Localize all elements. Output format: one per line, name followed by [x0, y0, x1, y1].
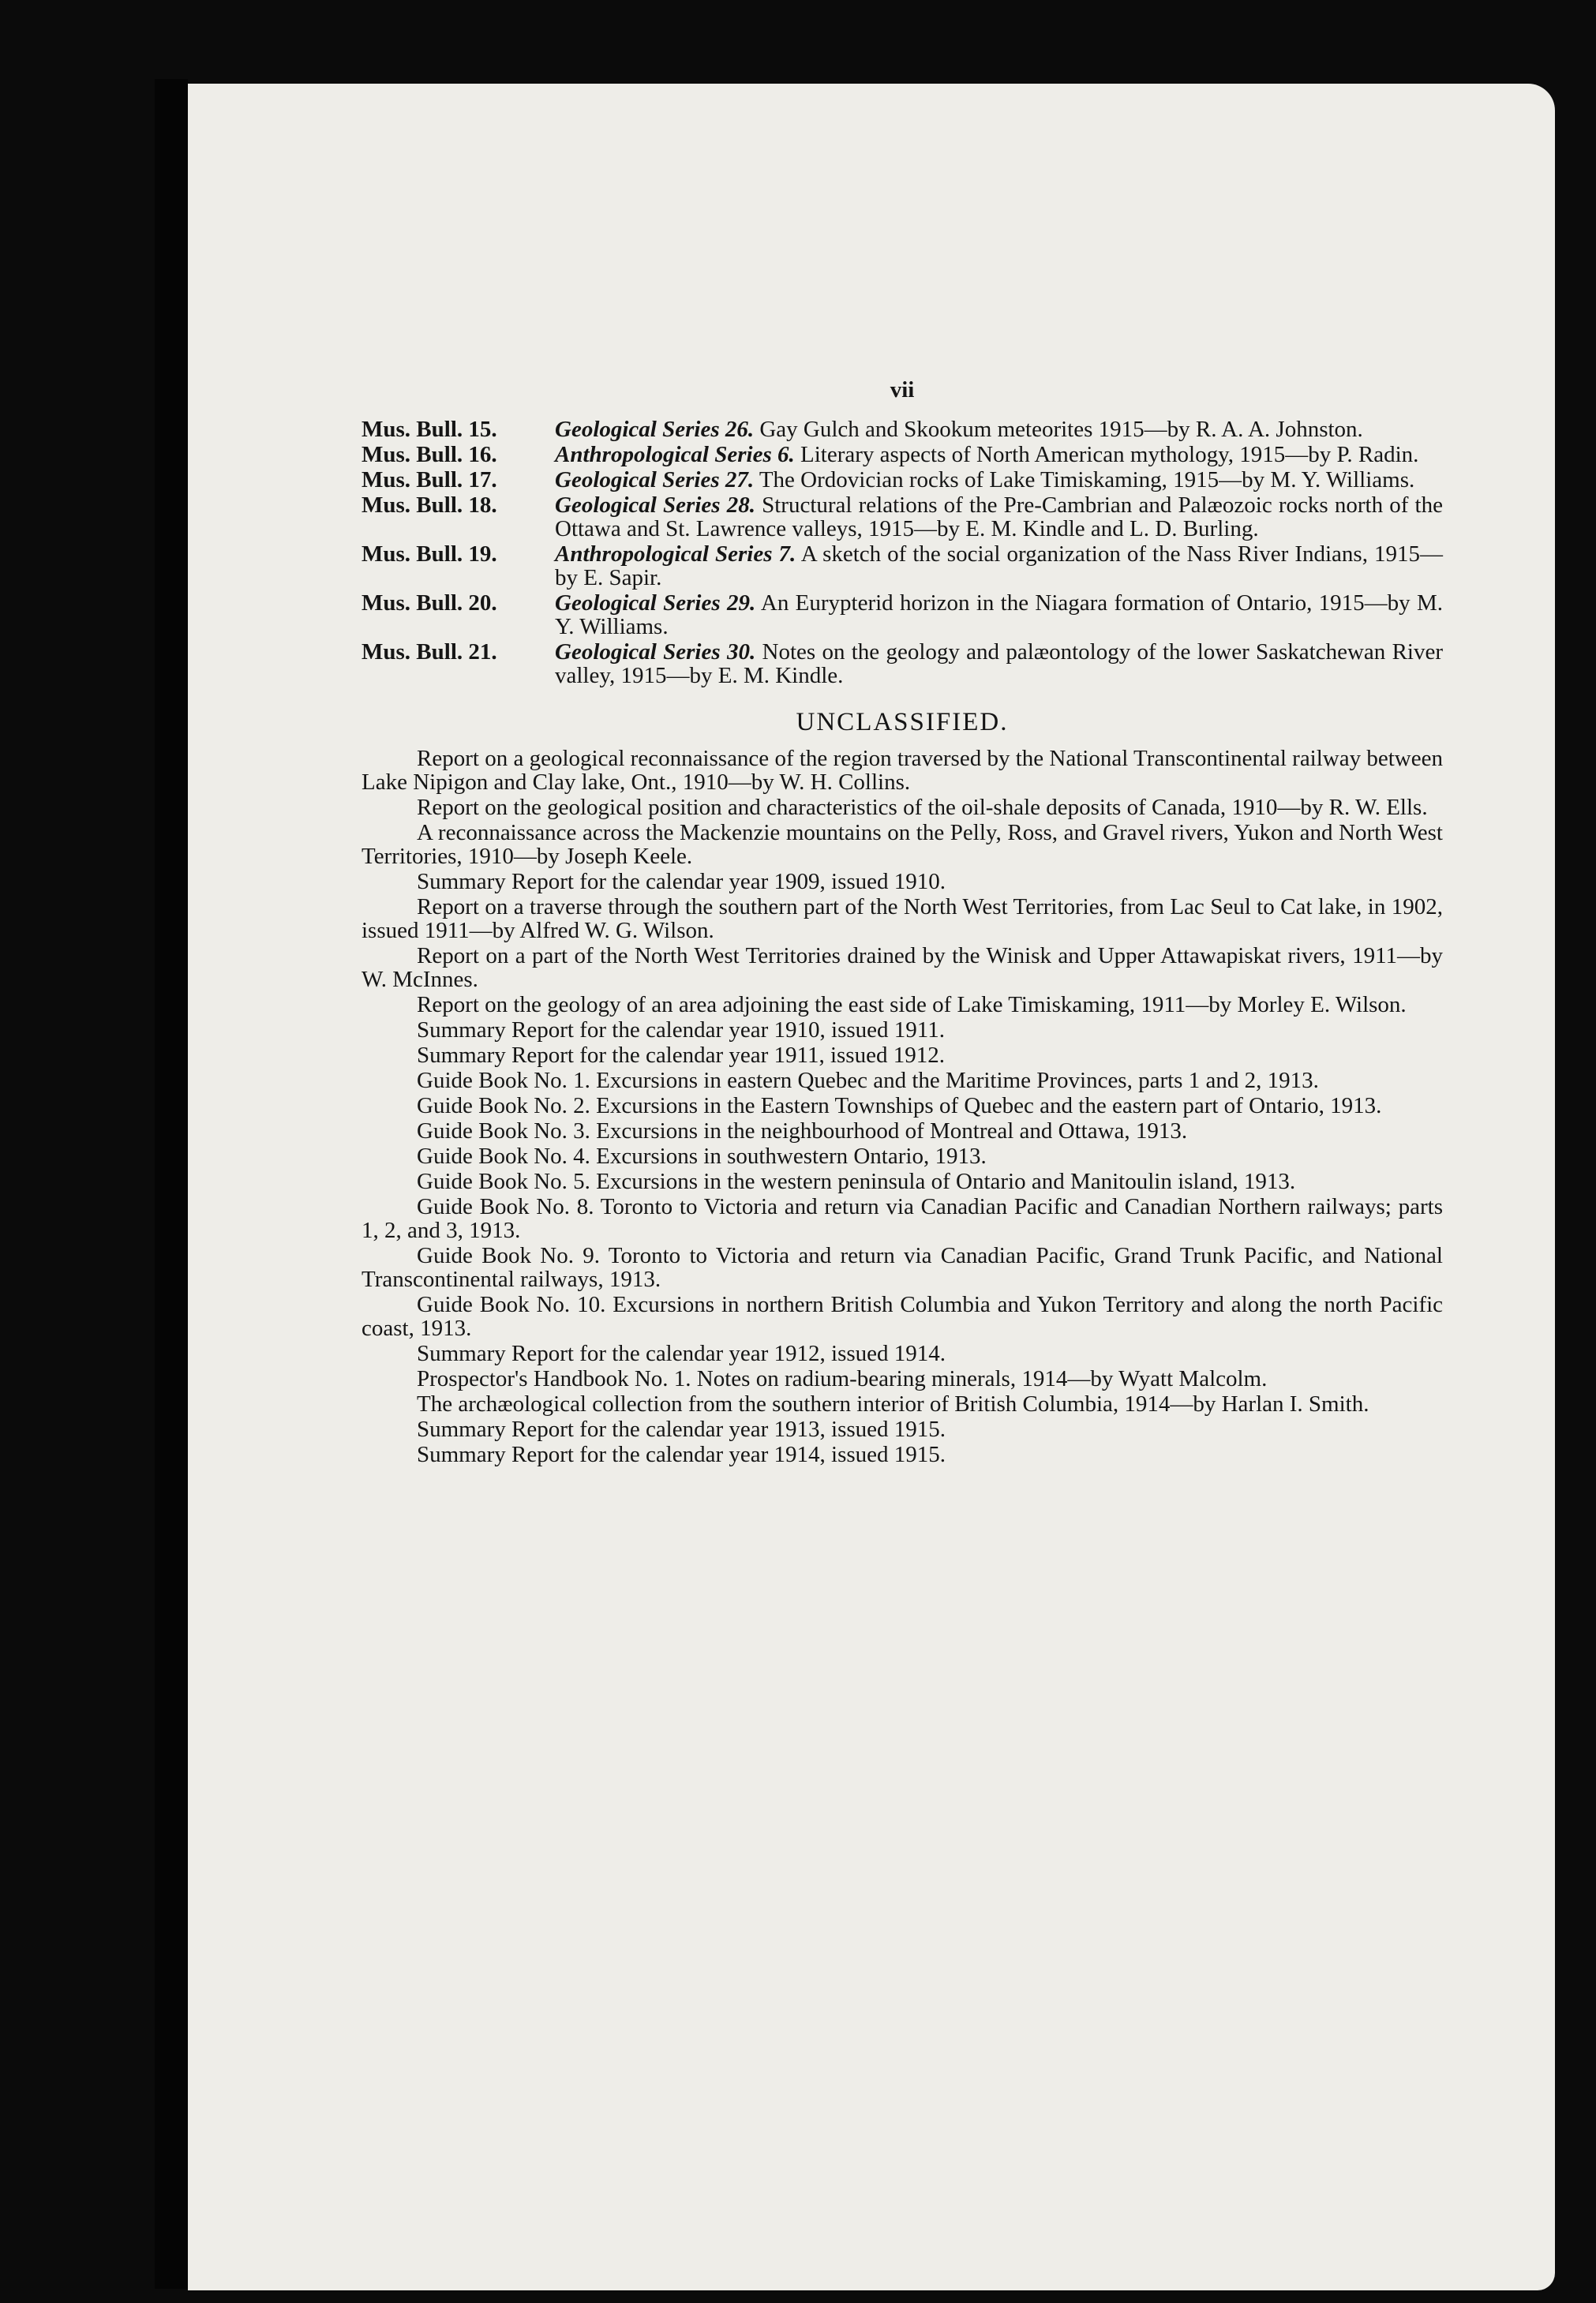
bulletin-title: An Eurypterid horizon in the Niagara formation of Ontario, 1915—by M. Y. Williams. [555, 590, 1444, 639]
bulletin-title: The Ordovician rocks of Lake Timiskaming, 1915—by M. Y. Williams. [759, 467, 1415, 492]
bulletin-entry [362, 468, 1443, 492]
document-page [188, 84, 1555, 2290]
bulletin-title: Literary aspects of North American mythology, 1915—by P. Radin. [800, 442, 1419, 467]
bulletin-description [555, 493, 1443, 541]
bulletin-title: A sketch of the social organization of the Nass River Indians, 1915—by E. Sapir. [555, 541, 1443, 590]
bulletin-description [555, 591, 1443, 638]
bulletin-description [555, 443, 1443, 466]
publication-entry: Summary Report for the calendar year 1909, issued 1910. [417, 869, 946, 894]
bulletin-entry [362, 418, 1443, 441]
bulletin-title: Notes on the geology and palæontology of the lower Saskatchewan River valley, 1915—by E. M. Kindle. [555, 639, 1444, 688]
publication-entry: Report on the geology of an area adjoining the east side of Lake Timiskaming, 1911—by Morley E. Wilson. [417, 992, 1407, 1017]
bulletin-title: Structural relations of the Pre-Cambrian and Palæozoic rocks north of the Ottawa and St. Lawrence valleys, 1915—by E. M. Kindle and L. D. Burling. [555, 492, 1443, 541]
bulletin-label: Mus. Bull. 20. [362, 590, 497, 616]
publication-entry: Summary Report for the calendar year 1913, issued 1915. [417, 1417, 946, 1442]
publication-entry: Report on the geological position and characteristics of the oil-shale deposits of Canada, 1910—by R. W. Ells. [417, 795, 1428, 820]
series-name: Geological Series 29. [555, 590, 756, 616]
publication-entry: Guide Book No. 5. Excursions in the western peninsula of Ontario and Manitoulin island, 1913. [417, 1169, 1296, 1194]
page-number: vii [890, 377, 915, 403]
bulletin-entry [362, 591, 1443, 638]
binding-edge [155, 79, 188, 2289]
museum-bulletin-list [362, 418, 1443, 687]
publication-entry: Summary Report for the calendar year 1910, issued 1911. [417, 1017, 945, 1043]
publication-entry: The archæological collection from the southern interior of British Columbia, 1914—by Harlan I. Smith. [417, 1391, 1369, 1417]
publication-entry: Guide Book No. 9. Toronto to Victoria and return via Canadian Pacific, Grand Trunk Pacific, and National Transcontinental railways, 1913. [362, 1243, 1443, 1292]
publication-entry: Guide Book No. 2. Excursions in the Eastern Townships of Quebec and the eastern part of Ontario, 1913. [417, 1093, 1382, 1118]
bulletin-entry [362, 640, 1443, 687]
bulletin-label: Mus. Bull. 18. [362, 492, 497, 518]
publication-entry: Summary Report for the calendar year 1912, issued 1914. [417, 1341, 946, 1366]
section-heading: UNCLASSIFIED. [796, 708, 1009, 736]
bulletin-label: Mus. Bull. 15. [362, 417, 497, 442]
publication-entry: Summary Report for the calendar year 1914, issued 1915. [417, 1442, 946, 1467]
unclassified-list [362, 747, 1443, 1466]
bulletin-entry [362, 493, 1443, 541]
publication-entry: Guide Book No. 8. Toronto to Victoria and return via Canadian Pacific and Canadian Northern railways; parts 1, 2, and 3, 1913. [362, 1194, 1443, 1243]
bulletin-label: Mus. Bull. 19. [362, 541, 497, 567]
publication-entry: Summary Report for the calendar year 1911, issued 1912. [417, 1043, 945, 1068]
series-name: Geological Series 26. [555, 417, 755, 442]
series-name: Anthropological Series 7. [555, 541, 796, 567]
publication-entry: A reconnaissance across the Mackenzie mountains on the Pelly, Ross, and Gravel rivers, Yukon and North West Territories, 1910—by Joseph Keele. [362, 820, 1443, 869]
bulletin-label: Mus. Bull. 16. [362, 442, 497, 467]
publication-entry: Guide Book No. 4. Excursions in southwestern Ontario, 1913. [417, 1144, 987, 1169]
bulletin-title: Gay Gulch and Skookum meteorites 1915—by R. A. A. Johnston. [759, 417, 1363, 442]
series-name: Anthropological Series 6. [555, 442, 795, 467]
bulletin-label: Mus. Bull. 21. [362, 639, 497, 665]
bulletin-description [555, 418, 1443, 441]
publication-entry: Report on a part of the North West Territories drained by the Winisk and Upper Attawapiskat rivers, 1911—by W. McInnes. [362, 943, 1443, 992]
publication-entry: Guide Book No. 3. Excursions in the neighbourhood of Montreal and Ottawa, 1913. [417, 1118, 1188, 1144]
bulletin-description [555, 542, 1443, 590]
publication-entry: Report on a geological reconnaissance of the region traversed by the National Transcontinental railway between Lake Nipigon and Clay lake, Ont., 1910—by W. H. Collins. [362, 746, 1443, 795]
bulletin-entry [362, 443, 1443, 466]
publication-entry: Guide Book No. 10. Excursions in northern British Columbia and Yukon Territory and along the north Pacific coast, 1913. [362, 1292, 1443, 1341]
bulletin-label: Mus. Bull. 17. [362, 467, 497, 492]
page-content [362, 377, 1443, 1468]
series-name: Geological Series 28. [555, 492, 755, 518]
publication-entry: Guide Book No. 1. Excursions in eastern Quebec and the Maritime Provinces, parts 1 and 2, 1913. [417, 1068, 1319, 1093]
bulletin-entry [362, 542, 1443, 590]
publication-entry: Prospector's Handbook No. 1. Notes on radium-bearing minerals, 1914—by Wyatt Malcolm. [417, 1366, 1268, 1391]
series-name: Geological Series 30. [555, 639, 756, 665]
bulletin-description [555, 640, 1443, 687]
publication-entry: Report on a traverse through the southern part of the North West Territories, from Lac Seul to Cat lake, in 1902, issued 1911—by Alfred W. G. Wilson. [362, 894, 1443, 943]
series-name: Geological Series 27. [555, 467, 755, 492]
bulletin-description [555, 468, 1443, 492]
